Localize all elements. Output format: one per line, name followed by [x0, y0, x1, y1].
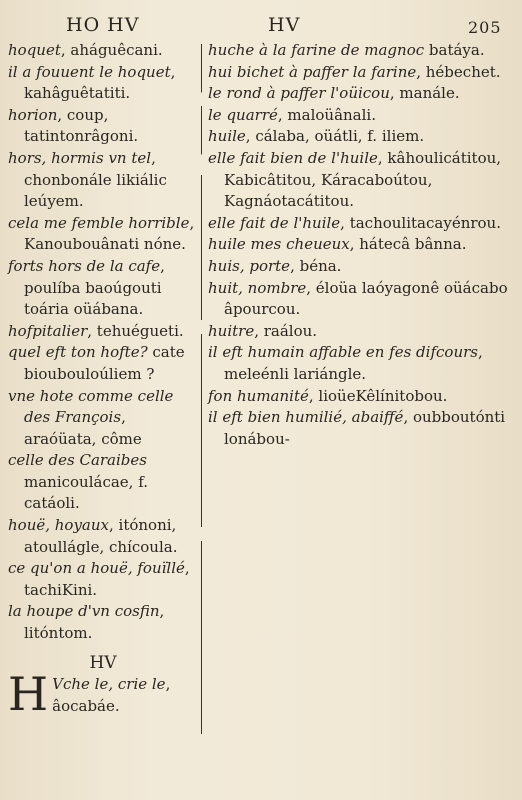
- left-entries: [8, 40, 198, 645]
- entry-headword: il a fouuent le hoquet: [8, 62, 171, 81]
- dictionary-entry: [8, 148, 198, 213]
- entry-headword: huit, nombre: [208, 278, 307, 297]
- entry-headword: hors, hormis vn tel: [8, 148, 152, 167]
- entry-translation: , hátecâ bânna.: [349, 235, 467, 254]
- drop-cap-letter: H: [8, 667, 49, 722]
- dictionary-entry: [208, 256, 508, 278]
- entry-translation: , lioüeKêlínitobou.: [308, 386, 448, 405]
- dictionary-entry: [208, 278, 508, 321]
- dictionary-entry: [8, 386, 198, 451]
- entry-headword: il eft humain affable en fes difcours: [208, 343, 478, 362]
- dictionary-entry: [208, 62, 508, 84]
- entry-translation: , araóüata, côme: [24, 408, 142, 448]
- dictionary-entry: [8, 40, 198, 62]
- dictionary-entry: [208, 234, 508, 256]
- dictionary-entry: [208, 321, 508, 343]
- entry-translation: , âocabáe.: [52, 675, 171, 715]
- entry-translation: , hébechet.: [416, 62, 501, 81]
- entry-headword: huile: [208, 127, 246, 146]
- entry-headword: hui bichet à paffer la farine: [208, 62, 417, 81]
- column-divider-rule: [201, 44, 202, 734]
- page-number: 205: [468, 18, 502, 37]
- entry-translation: , kahâguêtatiti.: [24, 62, 176, 103]
- entry-headword: le rond à paffer l'oüicou: [208, 84, 390, 103]
- entry-translation: , manále.: [389, 84, 460, 103]
- entry-translation: , litóntom.: [24, 602, 165, 643]
- dictionary-entry: [208, 342, 508, 385]
- entry-translation: , Kanoubouânati nóne.: [24, 213, 195, 254]
- dictionary-entry: [208, 213, 508, 235]
- dictionary-entry: [8, 601, 198, 644]
- dictionary-entry: [8, 256, 198, 321]
- entry-headword: elle fait de l'huile: [208, 213, 341, 232]
- dictionary-entry: [208, 386, 508, 408]
- entry-translation: , tachiKini.: [24, 559, 190, 599]
- entry-translation: , poulíba baoúgouti toária oüábana.: [24, 256, 165, 319]
- entry-headword: huile mes cheueux: [208, 235, 350, 254]
- entry-headword: la houpe d'vn cosfin: [8, 602, 160, 621]
- entry-translation: , tehuégueti.: [87, 321, 184, 340]
- entry-translation: , chonbonále likiálic leúyem.: [24, 148, 167, 211]
- entry-translation: , maloüânali.: [277, 105, 376, 124]
- dictionary-entry: [8, 342, 198, 385]
- dictionary-entry: [8, 213, 198, 256]
- entry-headword: cela me femble horrible: [8, 213, 190, 232]
- entry-headword: houë, hoyaux: [8, 516, 109, 535]
- entry-translation: , coup, tatintonrâgoni.: [24, 105, 139, 146]
- dictionary-entry: [8, 105, 198, 148]
- entry-headword: celle des Caraibes: [8, 451, 147, 470]
- left-column: [8, 40, 198, 722]
- entry-headword: fon humanité: [208, 386, 309, 405]
- entry-translation: , raálou.: [254, 321, 318, 340]
- entry-translation: , meleénli lariángle.: [224, 343, 483, 383]
- entry-translation: , tachoulitacayénrou.: [340, 213, 501, 232]
- entry-headword: huitre: [208, 321, 255, 340]
- dictionary-entry: [8, 62, 198, 105]
- entry-headword: horion: [8, 105, 58, 124]
- dictionary-entry: [8, 515, 198, 558]
- entry-translation: batáya.: [424, 41, 485, 59]
- entry-headword: hoquet: [8, 41, 61, 59]
- entry-headword: hofpitalier: [8, 321, 88, 340]
- dictionary-entry: [208, 40, 508, 62]
- entry-translation: , oubboutónti lonábou-: [224, 408, 506, 448]
- section-heading-hv: HV: [89, 652, 117, 673]
- entry-translation: , kâhoulicátitou, Kabicâtitou, Káracaboútou, Kagnáotacátitou.: [224, 148, 502, 211]
- entry-headword: il eft bien humilié, abaiffé: [208, 408, 404, 427]
- entry-translation: , béna.: [290, 256, 342, 275]
- dictionary-entry: [208, 407, 508, 450]
- entry-translation: , cálaba, oüátli, f. iliem.: [245, 127, 425, 146]
- dictionary-entry: [8, 558, 198, 601]
- entry-translation: , aháguêcani.: [60, 41, 163, 59]
- entry-headword: vne hote comme celle des François: [8, 386, 174, 427]
- entry-headword: quel eft ton hofte?: [8, 343, 148, 362]
- entry-translation: , éloüa laóyagonê oüácabo âpourcou.: [224, 278, 508, 319]
- right-column: [208, 40, 508, 450]
- right-entries: [208, 40, 508, 450]
- entry-headword: Vche le, crie le: [52, 675, 166, 694]
- dictionary-entry: [208, 148, 508, 213]
- entry-translation: cate bioubouloúliem ?: [24, 343, 185, 383]
- entry-headword: le quarré: [208, 105, 278, 124]
- entry-translation: manicoulácae, f. catáoli.: [24, 472, 148, 513]
- dictionary-entry: [8, 321, 198, 343]
- dictionary-entry: [208, 83, 508, 105]
- dictionary-entry: [208, 105, 508, 127]
- dictionary-entry: [8, 450, 198, 515]
- dropcap-entry: [8, 667, 198, 722]
- dictionary-entry: [208, 126, 508, 148]
- entry-headword: forts hors de la cafe: [8, 256, 161, 275]
- right-running-head: HV: [268, 14, 301, 36]
- entry-headword: huche à la farine de magnoc: [208, 41, 425, 59]
- entry-headword: huis, porte: [208, 256, 291, 275]
- entry-translation: , itónoni, atoullágle, chícoula.: [24, 516, 178, 556]
- entry-headword: ce qu'on a houë, fouïllé: [8, 559, 185, 578]
- entry-headword: elle fait bien de l'huile: [208, 148, 378, 167]
- left-running-head: HO HV: [66, 14, 140, 36]
